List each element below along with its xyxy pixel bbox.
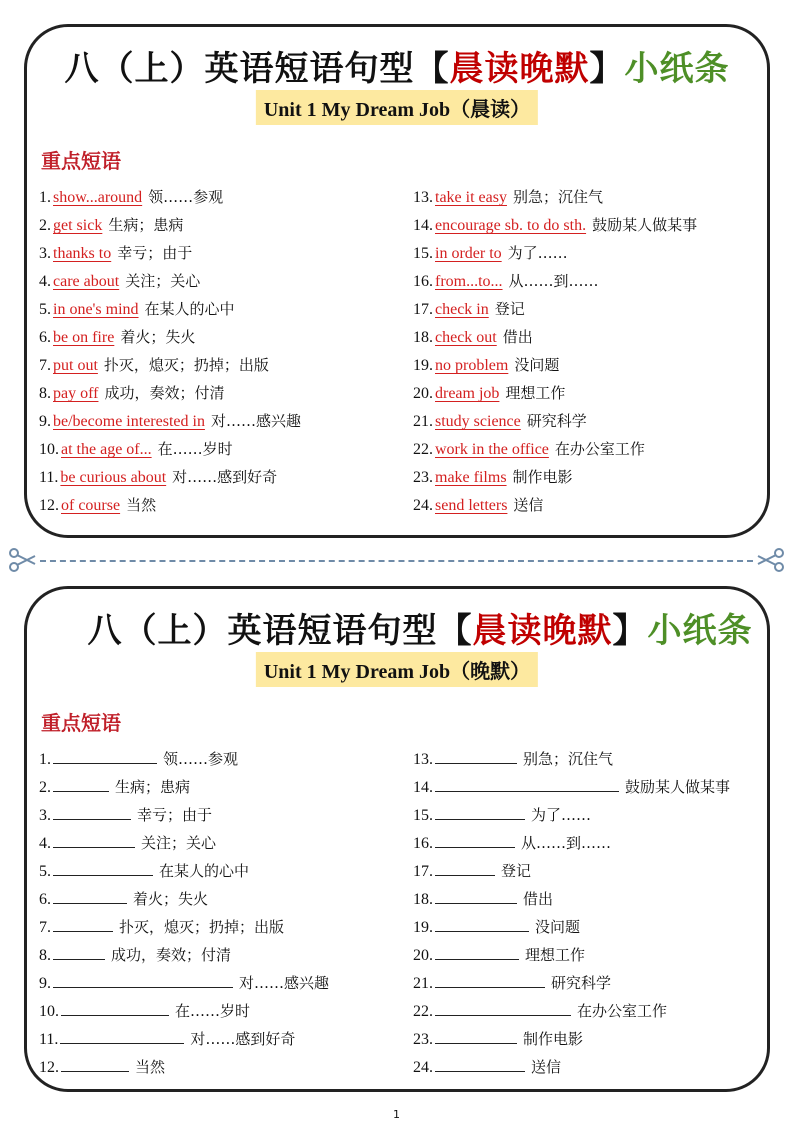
answer-blank[interactable] [53, 829, 135, 848]
list-item [39, 1053, 329, 1081]
list-item [39, 267, 301, 295]
item-number: 17. [413, 301, 433, 318]
list-item [413, 407, 697, 435]
item-number: 13. [413, 751, 433, 768]
list-item [413, 773, 730, 801]
list-item [39, 211, 301, 239]
list-item [39, 969, 329, 997]
chinese-meaning: 对……感到好奇 [190, 1030, 296, 1048]
item-number: 19. [413, 919, 433, 936]
list-item [39, 997, 329, 1025]
item-number: 4. [39, 273, 51, 290]
item-number: 19. [413, 357, 433, 374]
answer-blank[interactable] [435, 941, 519, 960]
list-item [413, 1053, 730, 1081]
item-number: 10. [39, 1003, 59, 1020]
list-item [413, 323, 697, 351]
blank-column-left [39, 745, 329, 1081]
list-item [413, 463, 697, 491]
list-item [39, 323, 301, 351]
answer-blank[interactable] [435, 773, 619, 792]
chinese-meaning: 成功，奏效；付清 [111, 946, 232, 964]
item-number: 17. [413, 863, 433, 880]
list-item [413, 745, 730, 773]
chinese-meaning: 没问题 [514, 356, 560, 374]
english-phrase: dream job [435, 385, 500, 402]
list-item [39, 913, 329, 941]
english-phrase: check out [435, 329, 497, 346]
chinese-meaning: 着火；失火 [133, 890, 209, 908]
chinese-meaning: 制作电影 [523, 1030, 584, 1048]
list-item [413, 239, 697, 267]
chinese-meaning: 幸亏；由于 [117, 244, 193, 262]
chinese-meaning: 当然 [135, 1058, 166, 1076]
item-number: 23. [413, 1031, 433, 1048]
list-item [39, 379, 301, 407]
list-item [39, 407, 301, 435]
chinese-meaning: 为了…… [531, 806, 592, 824]
english-phrase: no problem [435, 357, 509, 374]
chinese-meaning: 关注；关心 [141, 834, 217, 852]
chinese-meaning: 为了…… [507, 244, 568, 262]
answer-blank[interactable] [435, 745, 517, 764]
item-number: 6. [39, 891, 51, 908]
chinese-meaning: 在办公室工作 [577, 1002, 668, 1020]
list-item [413, 211, 697, 239]
answer-blank[interactable] [53, 969, 233, 988]
item-number: 7. [39, 357, 51, 374]
chinese-meaning: 着火；失火 [120, 328, 196, 346]
item-number: 11. [39, 469, 59, 486]
answer-blank[interactable] [60, 1025, 184, 1044]
chinese-meaning: 登记 [494, 300, 525, 318]
answer-blank[interactable] [435, 1053, 525, 1072]
item-number: 8. [39, 385, 51, 402]
item-number: 22. [413, 441, 433, 458]
answer-blank[interactable] [53, 745, 157, 764]
item-number: 18. [413, 329, 433, 346]
list-item [413, 969, 730, 997]
english-phrase: thanks to [53, 245, 112, 262]
english-phrase: work in the office [435, 441, 549, 458]
item-number: 3. [39, 807, 51, 824]
chinese-meaning: 生病；患病 [108, 216, 184, 234]
chinese-meaning: 从……到…… [521, 834, 612, 852]
list-item [39, 857, 329, 885]
phrase-column-right [413, 183, 697, 519]
item-number: 18. [413, 891, 433, 908]
item-number: 23. [413, 469, 433, 486]
answer-blank[interactable] [435, 969, 545, 988]
chinese-meaning: 从……到…… [508, 272, 599, 290]
item-number: 5. [39, 301, 51, 318]
english-phrase: pay off [53, 385, 99, 402]
english-phrase: show...around [53, 189, 143, 206]
english-phrase: put out [53, 357, 98, 374]
list-item [413, 267, 697, 295]
scissors-icon [8, 546, 36, 574]
answer-blank[interactable] [53, 885, 127, 904]
answer-blank[interactable] [53, 773, 109, 792]
chinese-meaning: 对……感到好奇 [172, 468, 278, 486]
chinese-meaning: 对……感兴趣 [210, 412, 301, 430]
english-phrase: at the age of... [61, 441, 152, 458]
chinese-meaning: 关注；关心 [125, 272, 201, 290]
english-phrase: be on fire [53, 329, 115, 346]
list-item [413, 379, 697, 407]
answer-blank[interactable] [53, 941, 105, 960]
item-number: 14. [413, 217, 433, 234]
list-item [413, 491, 697, 519]
english-phrase: check in [435, 301, 489, 318]
list-item [39, 435, 301, 463]
chinese-meaning: 领……参观 [163, 750, 239, 768]
chinese-meaning: 在……岁时 [157, 440, 233, 458]
item-number: 20. [413, 385, 433, 402]
item-number: 7. [39, 919, 51, 936]
list-item [39, 295, 301, 323]
list-item [413, 295, 697, 323]
list-item [413, 801, 730, 829]
chinese-meaning: 理想工作 [525, 946, 586, 964]
section-heading: 重点短语 [41, 711, 121, 735]
scissors-icon [757, 546, 785, 574]
chinese-meaning: 在某人的心中 [144, 300, 235, 318]
answer-blank[interactable] [435, 857, 495, 876]
chinese-meaning: 领……参观 [148, 188, 224, 206]
page-number: 1 [393, 1108, 400, 1121]
chinese-meaning: 在办公室工作 [554, 440, 645, 458]
section-heading: 重点短语 [41, 149, 121, 173]
item-number: 24. [413, 1059, 433, 1076]
list-item [413, 183, 697, 211]
answer-blank[interactable] [53, 913, 113, 932]
evening-dictation-card [24, 586, 770, 1092]
chinese-meaning: 当然 [126, 496, 157, 514]
item-number: 22. [413, 1003, 433, 1020]
item-number: 4. [39, 835, 51, 852]
list-item [413, 1025, 730, 1053]
chinese-meaning: 幸亏；由于 [137, 806, 213, 824]
chinese-meaning: 生病；患病 [115, 778, 191, 796]
answer-blank[interactable] [61, 1053, 129, 1072]
item-number: 24. [413, 497, 433, 514]
answer-blank[interactable] [53, 801, 131, 820]
list-item [39, 239, 301, 267]
chinese-meaning: 登记 [501, 862, 532, 880]
item-number: 3. [39, 245, 51, 262]
cut-line [40, 560, 753, 562]
list-item [39, 463, 301, 491]
answer-blank[interactable] [53, 857, 153, 876]
chinese-meaning: 鼓励某人做某事 [592, 216, 698, 234]
english-phrase: of course [61, 497, 121, 514]
english-phrase: make films [435, 469, 507, 486]
english-phrase: in order to [435, 245, 502, 262]
chinese-meaning: 理想工作 [505, 384, 566, 402]
item-number: 13. [413, 189, 433, 206]
list-item [413, 885, 730, 913]
chinese-meaning: 借出 [523, 890, 554, 908]
list-item [413, 941, 730, 969]
list-item [39, 183, 301, 211]
answer-blank[interactable] [435, 1025, 517, 1044]
list-item [39, 351, 301, 379]
list-item [39, 745, 329, 773]
list-item [39, 941, 329, 969]
chinese-meaning: 研究科学 [551, 974, 612, 992]
item-number: 15. [413, 807, 433, 824]
item-number: 12. [39, 497, 59, 514]
answer-blank[interactable] [61, 997, 169, 1016]
blank-column-right [413, 745, 730, 1081]
english-phrase: study science [435, 413, 521, 430]
english-phrase: send letters [435, 497, 508, 514]
chinese-meaning: 在某人的心中 [159, 862, 250, 880]
chinese-meaning: 成功，奏效；付清 [104, 384, 225, 402]
list-item [39, 885, 329, 913]
english-phrase: care about [53, 273, 120, 290]
item-number: 6. [39, 329, 51, 346]
item-number: 14. [413, 779, 433, 796]
chinese-meaning: 对……感兴趣 [239, 974, 330, 992]
item-number: 1. [39, 751, 51, 768]
chinese-meaning: 扑灭，熄灭；扔掉；出版 [103, 356, 269, 374]
english-phrase: take it easy [435, 189, 507, 206]
english-phrase: encourage sb. to do sth. [435, 217, 587, 234]
chinese-meaning: 没问题 [535, 918, 581, 936]
item-number: 10. [39, 441, 59, 458]
answer-blank[interactable] [435, 829, 515, 848]
list-item [413, 435, 697, 463]
list-item [413, 997, 730, 1025]
chinese-meaning: 别急；沉住气 [512, 188, 603, 206]
chinese-meaning: 制作电影 [512, 468, 573, 486]
item-number: 9. [39, 975, 51, 992]
item-number: 9. [39, 413, 51, 430]
item-number: 2. [39, 779, 51, 796]
list-item [39, 773, 329, 801]
list-item [39, 829, 329, 857]
english-phrase: be curious about [60, 469, 167, 486]
chinese-meaning: 送信 [531, 1058, 562, 1076]
list-item [39, 1025, 329, 1053]
unit-subtitle: Unit 1 My Dream Job（晨读） [256, 90, 538, 125]
chinese-meaning: 别急；沉住气 [523, 750, 614, 768]
unit-subtitle: Unit 1 My Dream Job（晚默） [256, 652, 538, 687]
list-item [39, 801, 329, 829]
chinese-meaning: 送信 [513, 496, 544, 514]
item-number: 20. [413, 947, 433, 964]
item-number: 8. [39, 947, 51, 964]
item-number: 5. [39, 863, 51, 880]
answer-blank[interactable] [435, 885, 517, 904]
list-item [413, 351, 697, 379]
item-number: 15. [413, 245, 433, 262]
chinese-meaning: 借出 [502, 328, 533, 346]
item-number: 2. [39, 217, 51, 234]
chinese-meaning: 鼓励某人做某事 [625, 778, 731, 796]
answer-blank[interactable] [435, 913, 529, 932]
answer-blank[interactable] [435, 997, 571, 1016]
list-item [413, 913, 730, 941]
morning-reading-card [24, 24, 770, 538]
item-number: 16. [413, 273, 433, 290]
item-number: 16. [413, 835, 433, 852]
english-phrase: get sick [53, 217, 103, 234]
english-phrase: in one's mind [53, 301, 139, 318]
english-phrase: from...to... [435, 273, 503, 290]
chinese-meaning: 研究科学 [526, 412, 587, 430]
item-number: 1. [39, 189, 51, 206]
item-number: 21. [413, 975, 433, 992]
card-title: 八（上）英语短语句型【晨读晚默】小纸条 [64, 49, 730, 89]
item-number: 21. [413, 413, 433, 430]
item-number: 12. [39, 1059, 59, 1076]
card-title: 八（上）英语短语句型【晨读晚默】小纸条 [87, 611, 753, 651]
chinese-meaning: 在……岁时 [175, 1002, 251, 1020]
list-item [413, 857, 730, 885]
list-item [39, 491, 301, 519]
phrase-column-left [39, 183, 301, 519]
chinese-meaning: 扑灭，熄灭；扔掉；出版 [119, 918, 285, 936]
english-phrase: be/become interested in [53, 413, 205, 430]
list-item [413, 829, 730, 857]
item-number: 11. [39, 1031, 59, 1048]
answer-blank[interactable] [435, 801, 525, 820]
